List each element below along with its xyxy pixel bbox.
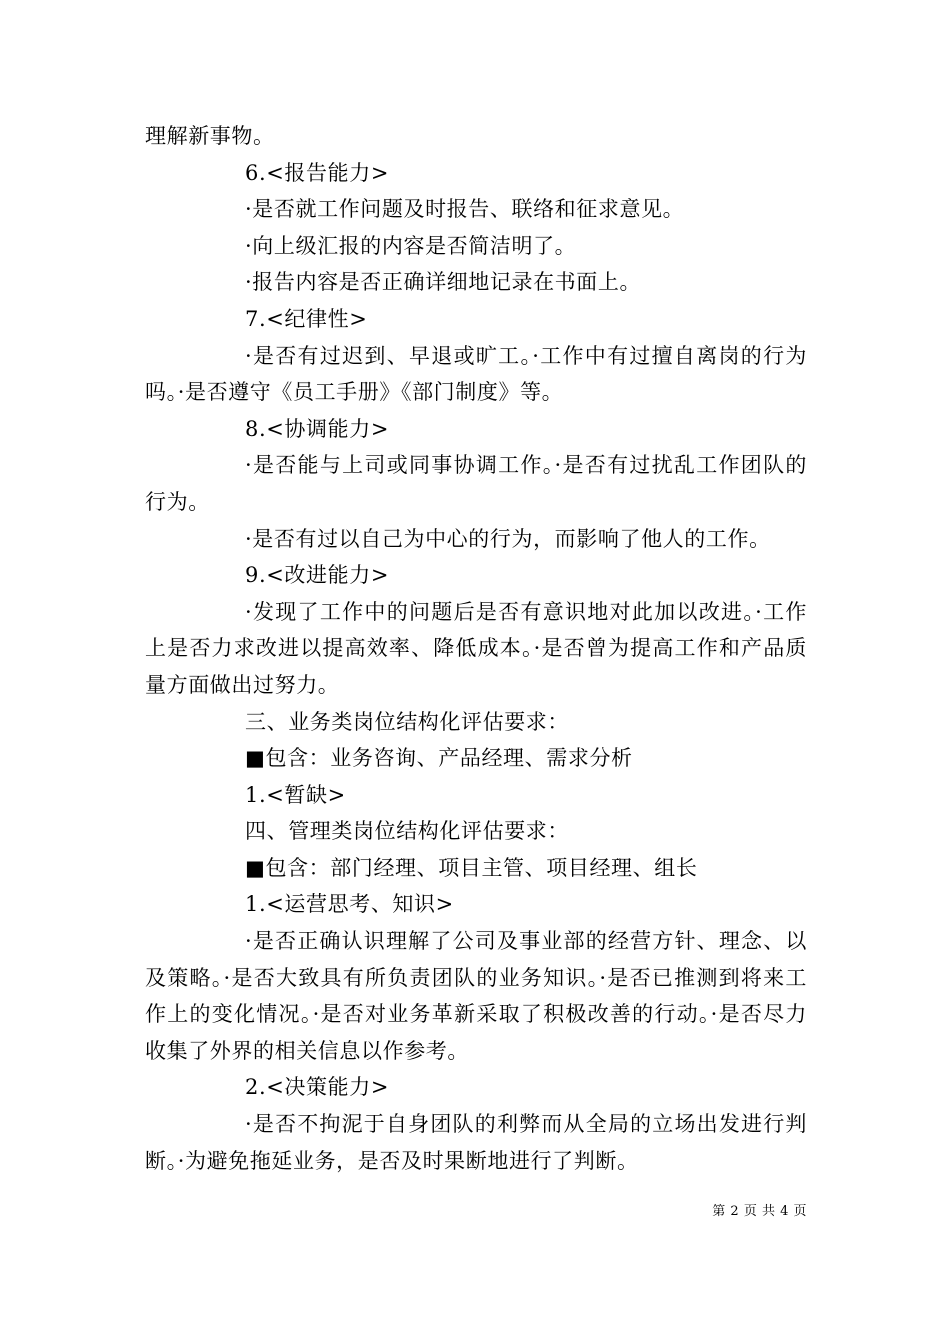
chapter-heading: 三、业务类岗位结构化评估要求： <box>245 709 569 734</box>
paragraph: ·是否有过以自己为中心的行为，而影响了他人的工作。 <box>245 526 771 551</box>
paragraph: 理解新事物。 <box>145 124 275 148</box>
chapter-heading: 四、管理类岗位结构化评估要求： <box>245 819 569 844</box>
paragraph: ·报告内容是否正确详细地记录在书面上。 <box>245 270 642 295</box>
document-body <box>145 118 807 1179</box>
paragraph: ·发现了工作中的问题后是否有意识地对此加以改进。·工作上是否力求改进以提高效率、降低成本。·是否曾为提高工作和产品质量方面做出过努力。 <box>145 599 807 697</box>
paragraph: ·向上级汇报的内容是否简洁明了。 <box>245 233 577 258</box>
section-heading: 9.<改进能力> <box>245 563 390 588</box>
section-heading: 7.<纪律性> <box>245 306 368 331</box>
paragraph: ·是否就工作问题及时报告、联络和征求意见。 <box>245 197 685 222</box>
paragraph: ·是否正确认识理解了公司及事业部的经营方针、理念、以及策略。·是否大致具有所负责团队的业务知识。·是否已推测到将来工作上的变化情况。·是否对业务革新采取了积极改善的行动。·是否尽力收集了外界的相关信息以作参考。 <box>145 929 807 1063</box>
section-heading: 8.<协调能力> <box>245 416 390 441</box>
scope-note: ■包含：部门经理、项目主管、项目经理、组长 <box>245 855 698 880</box>
paragraph: ·是否不拘泥于自身团队的利弊而从全局的立场出发进行判断。·为避免拖延业务，是否及时果断地进行了判断。 <box>145 1112 807 1173</box>
paragraph: ·是否能与上司或同事协调工作。·是否有过扰乱工作团队的行为。 <box>145 453 807 514</box>
paragraph: ·是否有过迟到、早退或旷工。·工作中有过擅自离岗的行为吗。·是否遵守《员工手册》《部门制度》等。 <box>145 343 807 405</box>
section-heading: 1.<暂缺> <box>245 782 346 807</box>
section-heading: 2.<决策能力> <box>245 1075 390 1100</box>
page-number: 第 2 页 共 4 页 <box>712 1204 807 1219</box>
section-heading: 1.<运营思考、知识> <box>245 892 454 917</box>
scope-note: ■包含：业务咨询、产品经理、需求分析 <box>245 746 633 771</box>
section-heading: 6.<报告能力> <box>245 160 390 185</box>
